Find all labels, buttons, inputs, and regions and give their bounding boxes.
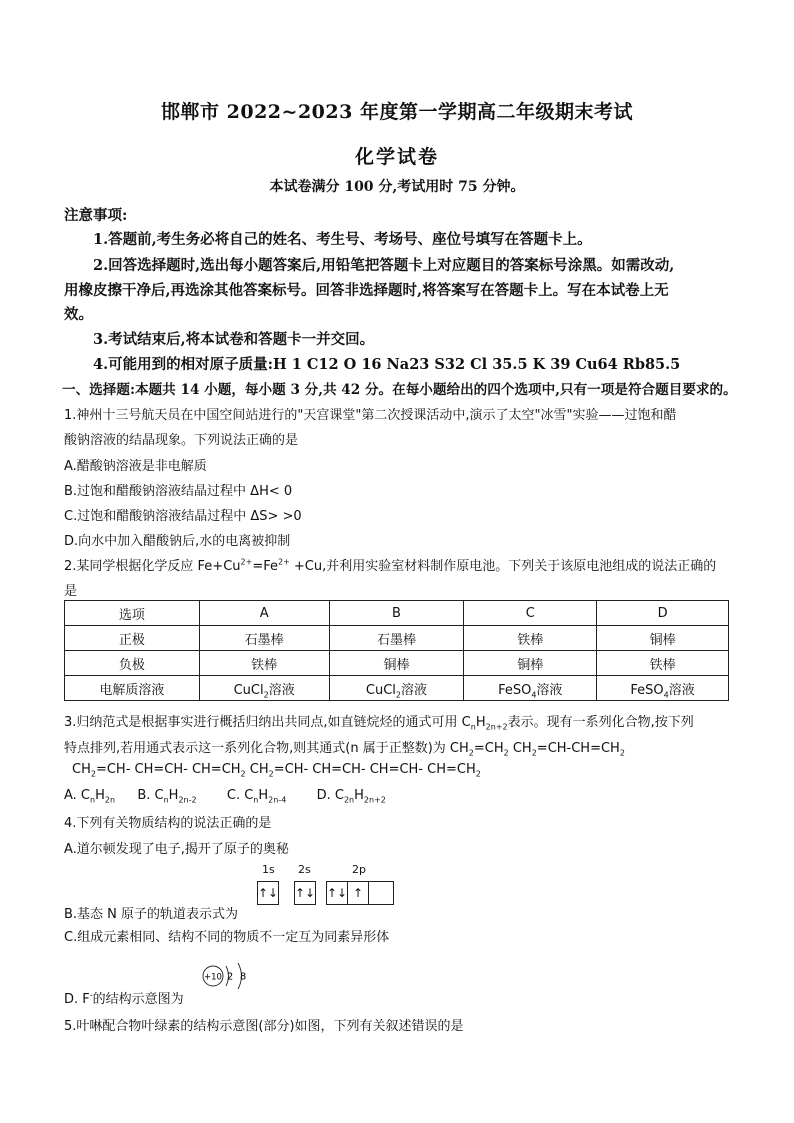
q3-option-d: D. $C_{2n}H_{2n+2}$: [316, 788, 386, 805]
section-1-heading: 一、选择题:本题共 14 小题，每小题 3 分,共 42 分。在每小题给出的四个选项中,只有一项是符合题目要求的。: [62, 382, 737, 398]
nucleus-charge: +10: [204, 972, 222, 983]
q1-option-a: A.醋酸钠溶液是非电解质: [64, 459, 207, 474]
shell-1-electrons: 2: [226, 971, 234, 983]
q3-options: [64, 788, 386, 803]
nitrogen-orbital-diagram: [254, 863, 414, 913]
q1-stem-line-1: 1.神州十三号航天员在中国空间站进行的"天宫课堂"第二次授课活动中,演示了太空"冰雪"实验——过饱和醋: [64, 408, 677, 423]
notes-heading: 注意事项:: [64, 207, 128, 224]
up-down-arrows-icon: ↑↓: [257, 886, 279, 900]
q4-option-c: C.组成元素相同、结构不同的物质不一定互为同素异形体: [64, 930, 390, 945]
table-cell: 石墨棒: [199, 626, 329, 651]
table-header-cell: C: [464, 601, 597, 626]
shell-2-electrons: 8: [239, 971, 247, 983]
orbital-box-2p: [326, 881, 394, 905]
exam-info: 本试卷满分 100 分,考试用时 75 分钟。: [269, 179, 525, 195]
table-cell: CuCl$_2$溶液: [329, 676, 464, 701]
q2-options-table: [64, 600, 729, 701]
up-down-arrows-icon: ↑↓: [294, 886, 316, 900]
q3-stem-line-3: $CH_2=CH-$ CH=CH- $CH=CH_2$ $CH_2=CH-$ CH=CH- CH=CH- $CH=CH_2$: [72, 762, 481, 779]
q4-option-a: A.道尔顿发现了电子,揭开了原子的奥秘: [64, 842, 289, 857]
note-2-line-3: 效。: [64, 306, 93, 323]
q2-stem-line-2: 是: [64, 584, 78, 599]
q1-option-d: D.向水中加入醋酸钠后,水的电离被抑制: [64, 534, 291, 549]
table-row: [65, 626, 729, 651]
note-2-line-1: 2.回答选择题时,选出每小题答案后,用铅笔把答题卡上对应题目的答案标号涂黑。如需改动,: [93, 257, 675, 274]
q1-option-b: B.过饱和醋酸钠溶液结晶过程中 ΔH< 0: [64, 484, 293, 499]
fluoride-ion-structure-diagram: [200, 960, 260, 994]
table-cell: 铜棒: [597, 626, 729, 651]
q1-option-c: C.过饱和醋酸钠溶液结晶过程中 ΔS> >0: [64, 509, 302, 524]
q1-stem-line-2: 酸钠溶液的结晶现象。下列说法正确的是: [64, 433, 299, 448]
table-cell: 正极: [65, 626, 200, 651]
q3-stem-line-2: 特点排列,若用通式表示这一系列化合物,则其通式(n 属于正整数)为 $CH_2=CH_2$ $CH_2=CH-CH=CH_2$: [64, 741, 625, 758]
table-row: [65, 601, 729, 626]
table-cell: FeSO$_4$溶液: [597, 676, 729, 701]
table-header-cell: D: [597, 601, 729, 626]
up-down-arrows-icon: ↑↓: [327, 882, 348, 904]
table-cell: 电解质溶液: [65, 676, 200, 701]
orbital-label-2s: 2s: [298, 863, 311, 876]
note-3: 3.考试结束后,将本试卷和答题卡一并交回。: [93, 331, 375, 348]
empty-orbital: [369, 882, 393, 904]
note-2-line-2: 用橡皮擦干净后,再选涂其他答案标号。回答非选择题时,将答案写在答题卡上。写在本试卷上无: [64, 282, 669, 299]
q3-option-c: C. $C_nH_{2n-4}$: [226, 788, 287, 805]
up-arrow-icon: ↑: [348, 882, 369, 904]
q4-option-d: D. F-的结构示意图为: [64, 990, 184, 1007]
table-cell: 铜棒: [329, 651, 464, 676]
table-cell: 铜棒: [464, 651, 597, 676]
q4-stem: 4.下列有关物质结构的说法正确的是: [64, 816, 272, 831]
table-row: [65, 676, 729, 701]
orbital-box-2s: [294, 881, 316, 905]
table-cell: 铁棒: [464, 626, 597, 651]
table-cell: 石墨棒: [329, 626, 464, 651]
q3-stem-line-1: 3.归纳范式是根据事实进行概括归纳出共同点,如直链烷烃的通式可用 $C_nH_{2n+2}$表示。现有一系列化合物,按下列: [64, 715, 694, 732]
q3-option-a: A. $C_nH_{2n}$: [64, 788, 116, 805]
note-4: 4.可能用到的相对原子质量:H 1 C12 O 16 Na23 S32 Cl 35.5 K 39 Cu64 Rb85.5: [93, 356, 681, 373]
table-cell: 铁棒: [597, 651, 729, 676]
table-cell: FeSO$_4$溶液: [464, 676, 597, 701]
orbital-label-1s: 1s: [262, 863, 275, 876]
q2-stem-line-1: 2.某同学根据化学反应 $Fe+Cu^{2+}=Fe^{2+} +Cu$,并利用实验室材料制作原电池。下列关于该原电池组成的说法正确的: [64, 557, 717, 574]
table-header-cell: 选项: [65, 601, 200, 626]
exam-subject: 化学试卷: [354, 146, 439, 168]
orbital-box-1s: [257, 881, 279, 905]
table-header-cell: A: [199, 601, 329, 626]
exam-title: 邯郸市 2022~2023 年度第一学期高二年级期末考试: [161, 101, 633, 123]
table-cell: CuCl$_2$溶液: [199, 676, 329, 701]
table-row: [65, 651, 729, 676]
q4-option-b: B.基态 N 原子的轨道表示式为: [64, 907, 239, 922]
orbital-label-2p: 2p: [352, 863, 366, 876]
table-cell: 铁棒: [199, 651, 329, 676]
table-cell: 负极: [65, 651, 200, 676]
table-header-cell: B: [329, 601, 464, 626]
note-1: 1.答题前,考生务必将自己的姓名、考生号、考场号、座位号填写在答题卡上。: [93, 231, 592, 248]
q5-stem: 5.叶啉配合物叶绿素的结构示意图(部分)如图，下列有关叙述错误的是: [64, 1019, 464, 1034]
q3-option-b: B. $C_nH_{2n-2}$: [137, 788, 197, 805]
